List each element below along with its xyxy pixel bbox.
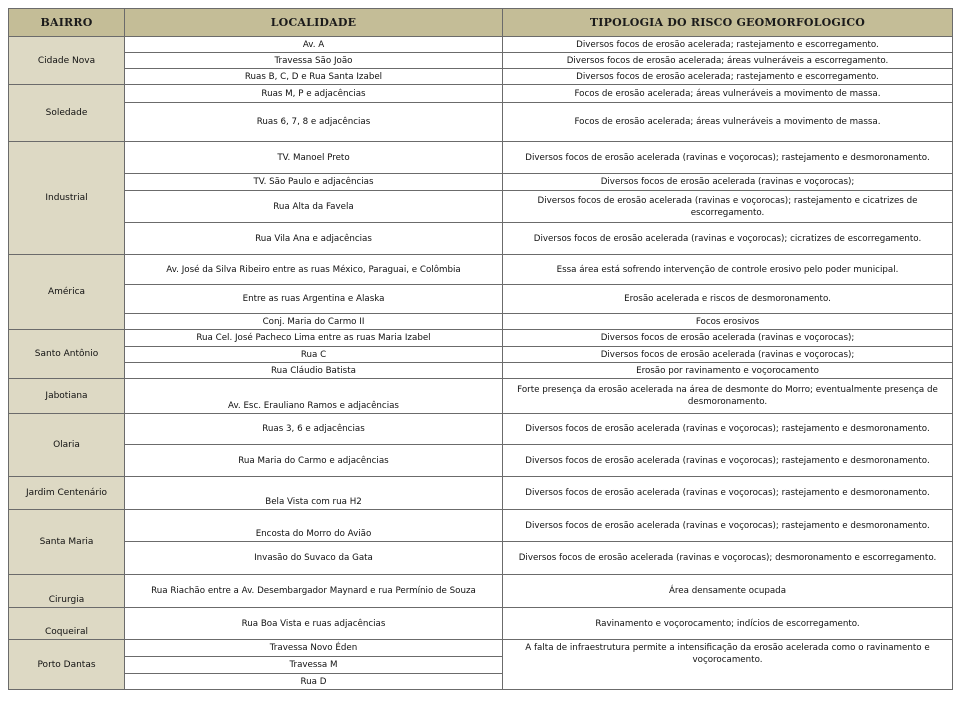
localidade-cell: Rua D (125, 674, 503, 690)
table-row (9, 477, 953, 510)
tipologia-cell: Diversos focos de erosão acelerada (ravinas e voçorocas); rastejamento e cicatrizes de escorregamento. (503, 191, 953, 223)
tipologia-cell: Focos erosivos (503, 314, 953, 330)
localidade-cell: Ruas M, P e adjacências (125, 85, 503, 103)
localidade-cell: Conj. Maria do Carmo II (125, 314, 503, 330)
table-row (9, 37, 953, 53)
table-row (9, 379, 953, 414)
table-row (9, 575, 953, 608)
localidade-cell: Rua Cel. José Pacheco Lima entre as ruas Maria Izabel (125, 330, 503, 347)
localidade-cell: TV. Manoel Preto (125, 142, 503, 174)
table-row (9, 414, 953, 445)
tipologia-cell: Focos de erosão acelerada; áreas vulneráveis a movimento de massa. (503, 103, 953, 142)
bairro-cell: Olaria (9, 414, 125, 477)
localidade-cell: Rua Boa Vista e ruas adjacências (125, 608, 503, 640)
table-row (9, 314, 953, 330)
localidade-cell: Travessa Novo Éden (125, 640, 503, 657)
tipologia-cell: Diversos focos de erosão acelerada (ravinas e voçorocas); rastejamento e desmoronamento. (503, 414, 953, 445)
tipologia-cell: Diversos focos de erosão acelerada; rastejamento e escorregamento. (503, 69, 953, 85)
tipologia-cell: Diversos focos de erosão acelerada (ravinas e voçorocas); (503, 174, 953, 191)
tipologia-cell: Diversos focos de erosão acelerada (ravinas e voçorocas); rastejamento e desmoronamento. (503, 477, 953, 510)
tipologia-cell: Diversos focos de erosão acelerada (ravinas e voçorocas); rastejamento e desmoronamento. (503, 510, 953, 542)
table-row (9, 347, 953, 363)
table-row (9, 363, 953, 379)
localidade-cell: Travessa M (125, 657, 503, 674)
localidade-cell: Av. Esc. Erauliano Ramos e adjacências (125, 379, 503, 414)
localidade-cell: Rua Maria do Carmo e adjacências (125, 445, 503, 477)
bairro-cell: Jardim Centenário (9, 477, 125, 510)
tipologia-cell: Diversos focos de erosão acelerada (ravinas e voçorocas); rastejamento e desmoronamento. (503, 142, 953, 174)
bairro-cell: Jabotiana (9, 379, 125, 414)
localidade-cell: Rua C (125, 347, 503, 363)
tipologia-cell: A falta de infraestrutura permite a intensificação da erosão acelerada como o ravinamento e voçorocamento. (503, 640, 953, 690)
tipologia-cell: Área densamente ocupada (503, 575, 953, 608)
table-row (9, 191, 953, 223)
table-row (9, 542, 953, 575)
localidade-cell: Encosta do Morro do Avião (125, 510, 503, 542)
table-row (9, 640, 953, 657)
tipologia-cell: Erosão acelerada e riscos de desmoronamento. (503, 285, 953, 314)
table-row (9, 608, 953, 640)
header-row (9, 9, 953, 37)
table-row (9, 53, 953, 69)
bairro-cell: Porto Dantas (9, 640, 125, 690)
table-row (9, 103, 953, 142)
bairro-cell: Cidade Nova (9, 37, 125, 85)
header-bairro: BAIRRO (9, 9, 125, 37)
localidade-cell: Rua Alta da Favela (125, 191, 503, 223)
bairro-cell: Soledade (9, 85, 125, 142)
tipologia-cell: Diversos focos de erosão acelerada (ravinas e voçorocas); rastejamento e desmoronamento. (503, 445, 953, 477)
table-row (9, 174, 953, 191)
localidade-cell: Travessa São João (125, 53, 503, 69)
tipologia-cell: Diversos focos de erosão acelerada (ravinas e voçorocas); cicratizes de escorregamento. (503, 223, 953, 255)
bairro-cell: Cirurgia (9, 575, 125, 608)
localidade-cell: Ruas B, C, D e Rua Santa Izabel (125, 69, 503, 85)
header-tipologia: TIPOLOGIA DO RISCO GEOMORFOLOGICO (503, 9, 953, 37)
tipologia-cell: Diversos focos de erosão acelerada (ravinas e voçorocas); (503, 330, 953, 347)
tipologia-cell: Diversos focos de erosão acelerada (ravinas e voçorocas); desmoronamento e escorregamento. (503, 542, 953, 575)
localidade-cell: Entre as ruas Argentina e Alaska (125, 285, 503, 314)
table-row (9, 510, 953, 542)
table-row (9, 330, 953, 347)
localidade-cell: TV. São Paulo e adjacências (125, 174, 503, 191)
localidade-cell: Rua Riachão entre a Av. Desembargador Maynard e rua Permínio de Souza (125, 575, 503, 608)
risk-table (8, 8, 953, 690)
tipologia-cell: Focos de erosão acelerada; áreas vulneráveis a movimento de massa. (503, 85, 953, 103)
tipologia-cell: Diversos focos de erosão acelerada (ravinas e voçorocas); (503, 347, 953, 363)
tipologia-cell: Diversos focos de erosão acelerada; rastejamento e escorregamento. (503, 37, 953, 53)
localidade-cell: Ruas 3, 6 e adjacências (125, 414, 503, 445)
table-row (9, 255, 953, 285)
bairro-cell: Coqueiral (9, 608, 125, 640)
bairro-cell: América (9, 255, 125, 330)
localidade-cell: Av. A (125, 37, 503, 53)
risk-table-container (8, 8, 952, 690)
tipologia-cell: Erosão por ravinamento e voçorocamento (503, 363, 953, 379)
table-row (9, 85, 953, 103)
tipologia-cell: Ravinamento e voçorocamento; indícios de escorregamento. (503, 608, 953, 640)
header-localidade: LOCALIDADE (125, 9, 503, 37)
table-row (9, 445, 953, 477)
tipologia-cell: Essa área está sofrendo intervenção de controle erosivo pelo poder municipal. (503, 255, 953, 285)
localidade-cell: Ruas 6, 7, 8 e adjacências (125, 103, 503, 142)
bairro-cell: Santa Maria (9, 510, 125, 575)
table-row (9, 223, 953, 255)
localidade-cell: Bela Vista com rua H2 (125, 477, 503, 510)
localidade-cell: Rua Cláudio Batista (125, 363, 503, 379)
table-row (9, 142, 953, 174)
bairro-cell: Industrial (9, 142, 125, 255)
bairro-cell: Santo Antônio (9, 330, 125, 379)
localidade-cell: Invasão do Suvaco da Gata (125, 542, 503, 575)
localidade-cell: Av. José da Silva Ribeiro entre as ruas México, Paraguai, e Colômbia (125, 255, 503, 285)
tipologia-cell: Forte presença da erosão acelerada na área de desmonte do Morro; eventualmente presença de desmoronamento. (503, 379, 953, 414)
table-row (9, 69, 953, 85)
tipologia-cell: Diversos focos de erosão acelerada; áreas vulneráveis a escorregamento. (503, 53, 953, 69)
table-row (9, 285, 953, 314)
localidade-cell: Rua Vila Ana e adjacências (125, 223, 503, 255)
